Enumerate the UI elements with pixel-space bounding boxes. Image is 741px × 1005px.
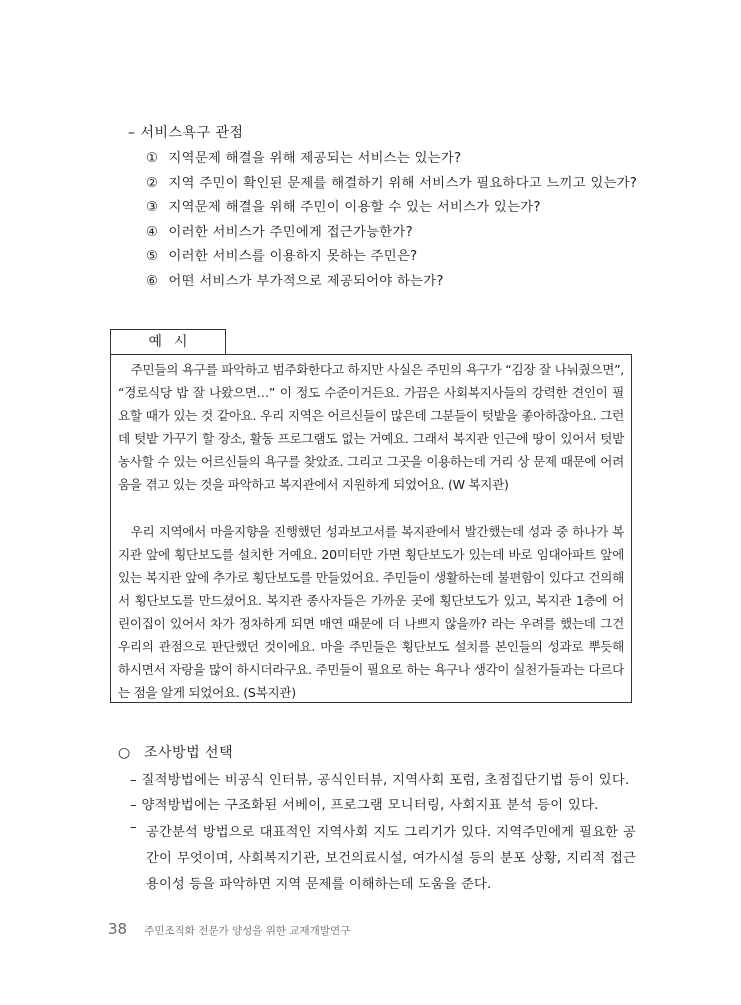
page-footer [108,919,350,938]
item-number: ① [146,151,159,166]
example-paragraph: 우리 지역에서 마을지향을 진행했던 성과보고서를 복지관에서 발간했는데 성과 중 하나가 복지관 앞에 횡단보도를 설치한 거예요. 20미터만 가면 횡단보도가 있는데 바로 임대아파트 앞에 있는 복지관 앞에 추가로 횡단보도를 만들었어요. 주민들이 생활하는데 불편함이 있다고 건의해서 횡단보도를 만드셨어요. 복지관 종사자들은 가까운 곳에 횡단보도가 있고, 복지관 1층에 어린이집이 있어서 차가 정차하게 되면 매연 때문에 더 나쁘지 않을까? 라는 우려를 했는데 그건 우리의 관점으로 판단했던 것이에요. 마을 주민들은 횡단보도 설치를 본인들의 성과로 뿌듯해 하시면서 자랑을 많이 하시더라구요. 주민들이 필요로 하는 욕구나 생각이 실천가들과는 다르다는 점을 알게 되었어요. (S복지관) [118,523,624,701]
section-title: 조사방법 선택 [144,745,234,761]
list-item [146,172,637,197]
item-number: ⑤ [146,249,159,264]
item-number: ④ [146,224,159,240]
dash: – [130,773,137,788]
footer-title: 주민조직화 전문가 양성을 위한 교재개발연구 [144,925,351,937]
example-box [110,354,632,703]
circle-bullet-icon: ○ [118,745,131,761]
list-item [146,245,637,270]
section-heading-service-needs: – 서비스욕구 관점 [128,125,244,141]
page-number: 38 [108,920,128,938]
item-text: 이러한 서비스가 주민에게 접근가능한가? [168,224,413,240]
example-label: 예시 [110,329,226,354]
bullet-text: 질적방법에는 비공식 인터뷰, 공식인터뷰, 지역사회 포럼, 초점집단기법 등이 있다. [141,773,630,788]
dash: – [130,798,137,813]
item-number: ⑥ [146,273,159,289]
item-number: ③ [146,200,159,215]
bullet-text: 공간분석 방법으로 대표적인 지역사회 지도 그리기가 있다. 지역주민에게 필요한 공간이 무엇이며, 사회복지기관, 보건의료시설, 여가시설 등의 분포 상황, 지리적 접근 용이성 등을 파악하면 지역 문제를 이해하는데 도움을 준다. [146,825,636,892]
item-text: 지역 주민이 확인된 문제를 해결하기 위해 서비스가 필요하다고 느끼고 있는가? [168,175,638,191]
question-list [146,147,637,294]
list-item [146,196,637,221]
item-text: 어떤 서비스가 부가적으로 제공되어야 하는가? [168,273,444,289]
list-item [146,270,637,295]
list-item [146,221,637,246]
item-text: 지역문제 해결을 위해 주민이 이용할 수 있는 서비스가 있는가? [168,200,541,215]
item-number: ② [146,175,159,191]
bullet-item [130,820,636,898]
bullet-text: 양적방법에는 구조화된 서베이, 프로그램 모니터링, 사회지표 분석 등이 있다. [141,798,599,813]
item-text: 지역문제 해결을 위해 제공되는 서비스는 있는가? [168,151,462,166]
list-item [146,147,637,172]
bullet-item [130,769,630,788]
bullet-item [130,794,599,813]
section-heading-survey-method [118,742,233,762]
dash: – [130,820,137,835]
item-text: 이러한 서비스를 이용하지 못하는 주민은? [168,249,418,264]
example-paragraph: 주민들의 욕구를 파악하고 범주화한다고 하지만 사실은 주민의 욕구가 “김장 잘 나눠줬으면”, “경로식당 밥 잘 나왔으면…” 이 정도 수준이거든요. 가끔은 사회복지사들의 강력한 견인이 필요할 때가 있는 것 같아요. 우리 지역은 어르신들이 많은데 그분들이 텃밭을 좋아하잖아요. 그런데 텃밭 가꾸기 할 장소, 활동 프로그램도 없는 거예요. 그래서 복지관 인근에 땅이 있어서 텃밭 농사할 수 있는 어르신들의 욕구를 찾았죠. 그리고 그곳을 이용하는데 거리 상 문제 때문에 어려움을 겪고 있는 것을 파악하고 복지관에서 지원하게 되었어요. (W 복지관) [118,362,624,493]
